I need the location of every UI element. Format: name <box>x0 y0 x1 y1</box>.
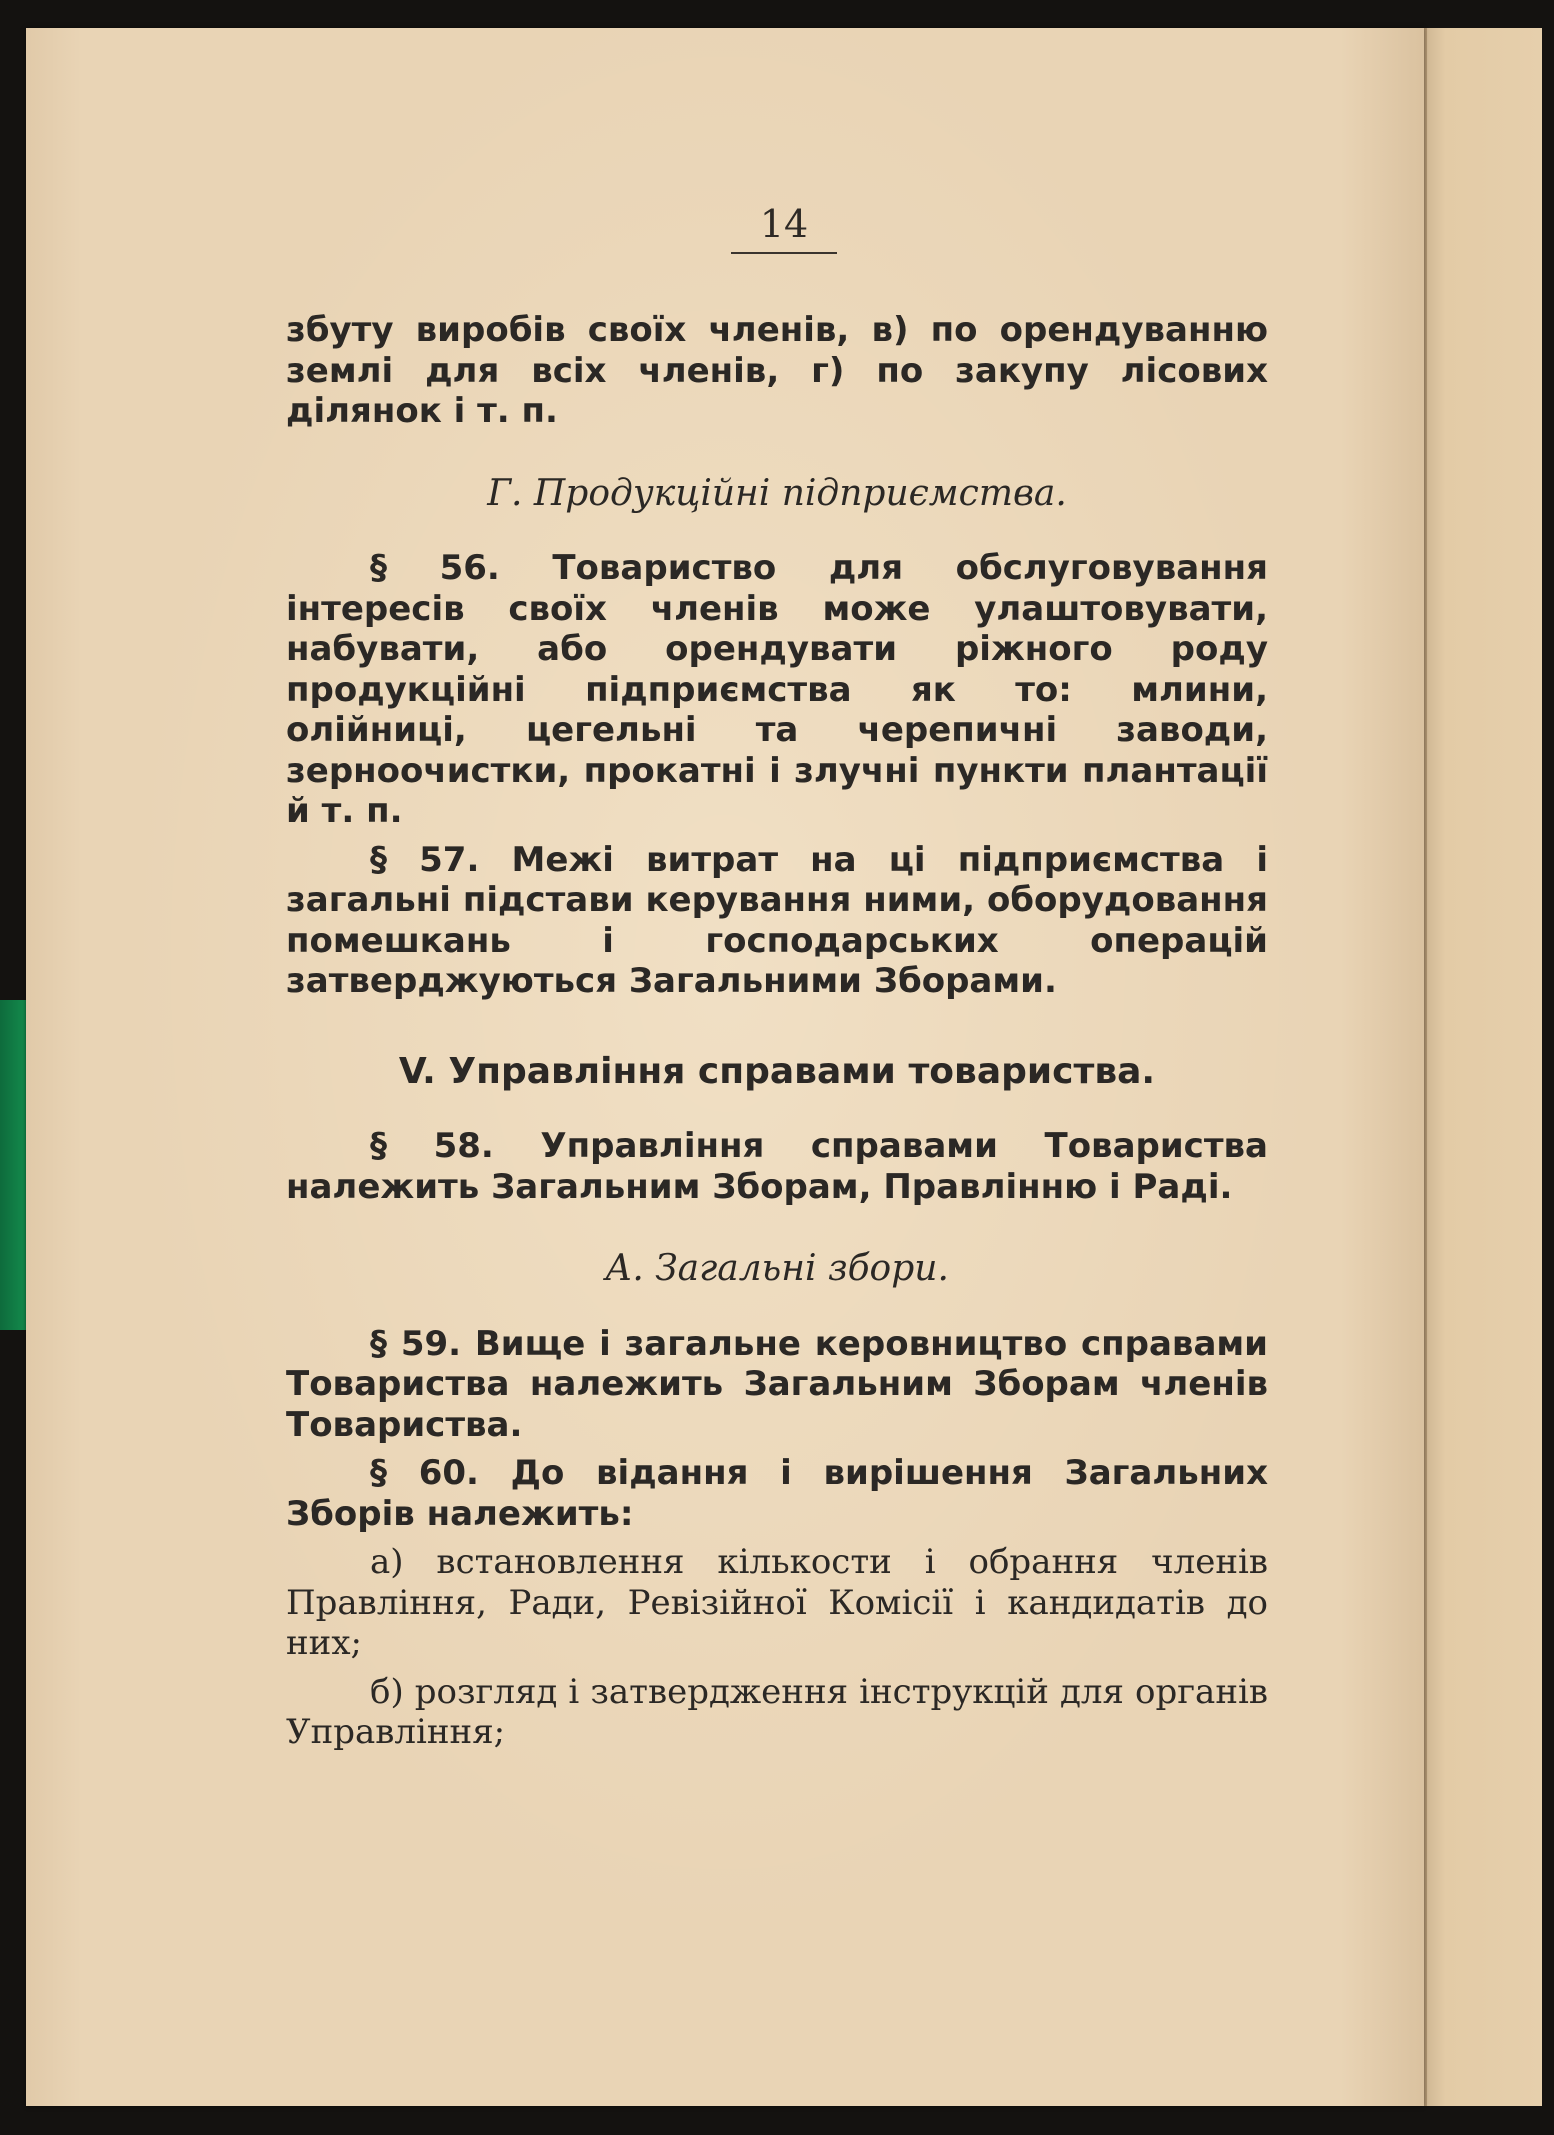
paragraph-57: § 57. Межі витрат на ці підприємства і загальні підстави керування ними, оборудовання помешкань і господарських операцій затверджуються Загальними Зборами. <box>286 839 1268 1001</box>
paragraph-59: § 59. Вище і загальне керовництво справами Товариства належить Загальним Зборам членів Товариства. <box>286 1323 1268 1445</box>
heading-production: Г. Продукційні підприємства. <box>487 472 1067 514</box>
paragraph-continuation: збуту виробів своїх членів, в) по орендуванню землі для всіх членів, г) по закупу лісових ділянок і т. п. <box>286 310 1268 431</box>
paragraph-56: § 56. Товариство для обслуговування інтересів своїх членів може улаштовувати, набувати, або орендувати ріжного роду продукційні підприємства як то: млини, олійниці, цегельні та черепичні заводи, зерноочистки, прокатні і злучні пункти плантації й т. п. <box>286 548 1268 831</box>
page-number: 14 <box>731 200 837 254</box>
page-fold <box>1424 28 1427 2106</box>
paragraph-60-b: б) розгляд і затвердження інструкцій для органів Управління; <box>286 1671 1268 1752</box>
paragraph-60-a: а) встановлення кількости і обрання членів Правління, Ради, Ревізійної Комісії і кандидатів до них; <box>286 1542 1268 1663</box>
page-text <box>286 310 1268 1753</box>
paragraph-58: § 58. Управління справами Товариства належить Загальним Зборам, Правлінню і Раді. <box>286 1126 1268 1207</box>
next-page-edge <box>1424 28 1542 2106</box>
heading-management: V. Управління справами товариства. <box>398 1050 1156 1092</box>
paragraph-60: § 60. До відання і вирішення Загальних Зборів належить: <box>286 1453 1268 1534</box>
heading-general-meeting: А. Загальні збори. <box>605 1248 949 1289</box>
